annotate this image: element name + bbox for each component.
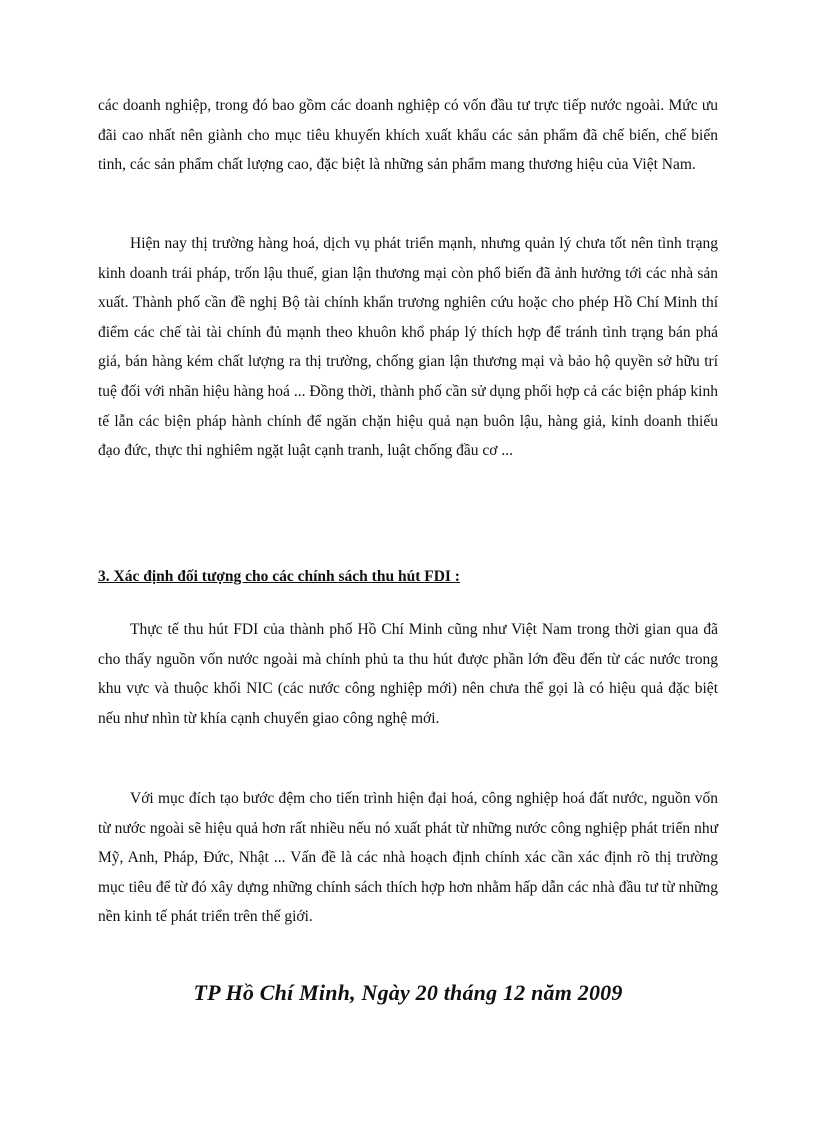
paragraph-market-management: Hiện nay thị trường hàng hoá, dịch vụ phát triển mạnh, nhưng quản lý chưa tốt nên tình trạng kinh doanh trái pháp, trốn lậu thuế, gian lận thương mại còn phổ biến đã ảnh hưởng tới các nhà sản xuất. Thành phố cần đề nghị Bộ tài chính khẩn trương nghiên cứu hoặc cho phép Hồ Chí Minh thí điểm các chế tài tài chính đủ mạnh theo khuôn khổ pháp lý thích hợp để tránh tình trạng bán phá giá, bán hàng kém chất lượng ra thị trường, chống gian lận thương mại và bảo hộ quyền sở hữu trí tuệ đối với nhãn hiệu hàng hoá ... Đồng thời, thành phố cần sử dụng phối hợp cả các biện pháp kinh tế lẫn các biện pháp hành chính để ngăn chặn hiệu quả nạn buôn lậu, hàng giả, kinh doanh thiếu đạo đức, thực thi nghiêm ngặt luật cạnh tranh, luật chống đầu cơ ... [98,235,718,460]
section-heading: 3. Xác định đối tượng cho các chính sách thu hút FDI : [98,568,460,585]
paragraph-continuation: các doanh nghiệp, trong đó bao gồm các doanh nghiệp có vốn đầu tư trực tiếp nước ngoài. Mức ưu đãi cao nhất nên giành cho mục tiêu khuyến khích xuất khẩu các sản phẩm đã chế biến, chế biến tinh, các sản phẩm chất lượng cao, đặc biệt là những sản phẩm mang thương hiệu của Việt Nam. [98,97,718,174]
paragraph-fdi-purpose: Với mục đích tạo bước đệm cho tiến trình hiện đại hoá, công nghiệp hoá đất nước, nguồn vốn từ nước ngoài sẽ hiệu quả hơn rất nhiều nếu nó xuất phát từ những nước công nghiệp phát triển như Mỹ, Anh, Pháp, Đức, Nhật ... Vấn đề là các nhà hoạch định chính xác cần xác định rõ thị trường mục tiêu để từ đó xây dựng những chính sách thích hợp hơn nhằm hấp dẫn các nhà đầu tư từ những nền kinh tế phát triển trên thế giới. [98,790,718,926]
signature-date-line: TP Hồ Chí Minh, Ngày 20 tháng 12 năm 2009 [193,980,623,1005]
paragraph-fdi-reality: Thực tế thu hút FDI của thành phố Hồ Chí Minh cũng như Việt Nam trong thời gian qua đã cho thấy nguồn vốn nước ngoài mà chính phủ ta thu hút được phần lớn đều đến từ các nước trong khu vực và thuộc khối NIC (các nước công nghiệp mới) nên chưa thể gọi là có hiệu quả đặc biệt nếu như nhìn từ khía cạnh chuyển giao công nghệ mới. [98,621,718,727]
